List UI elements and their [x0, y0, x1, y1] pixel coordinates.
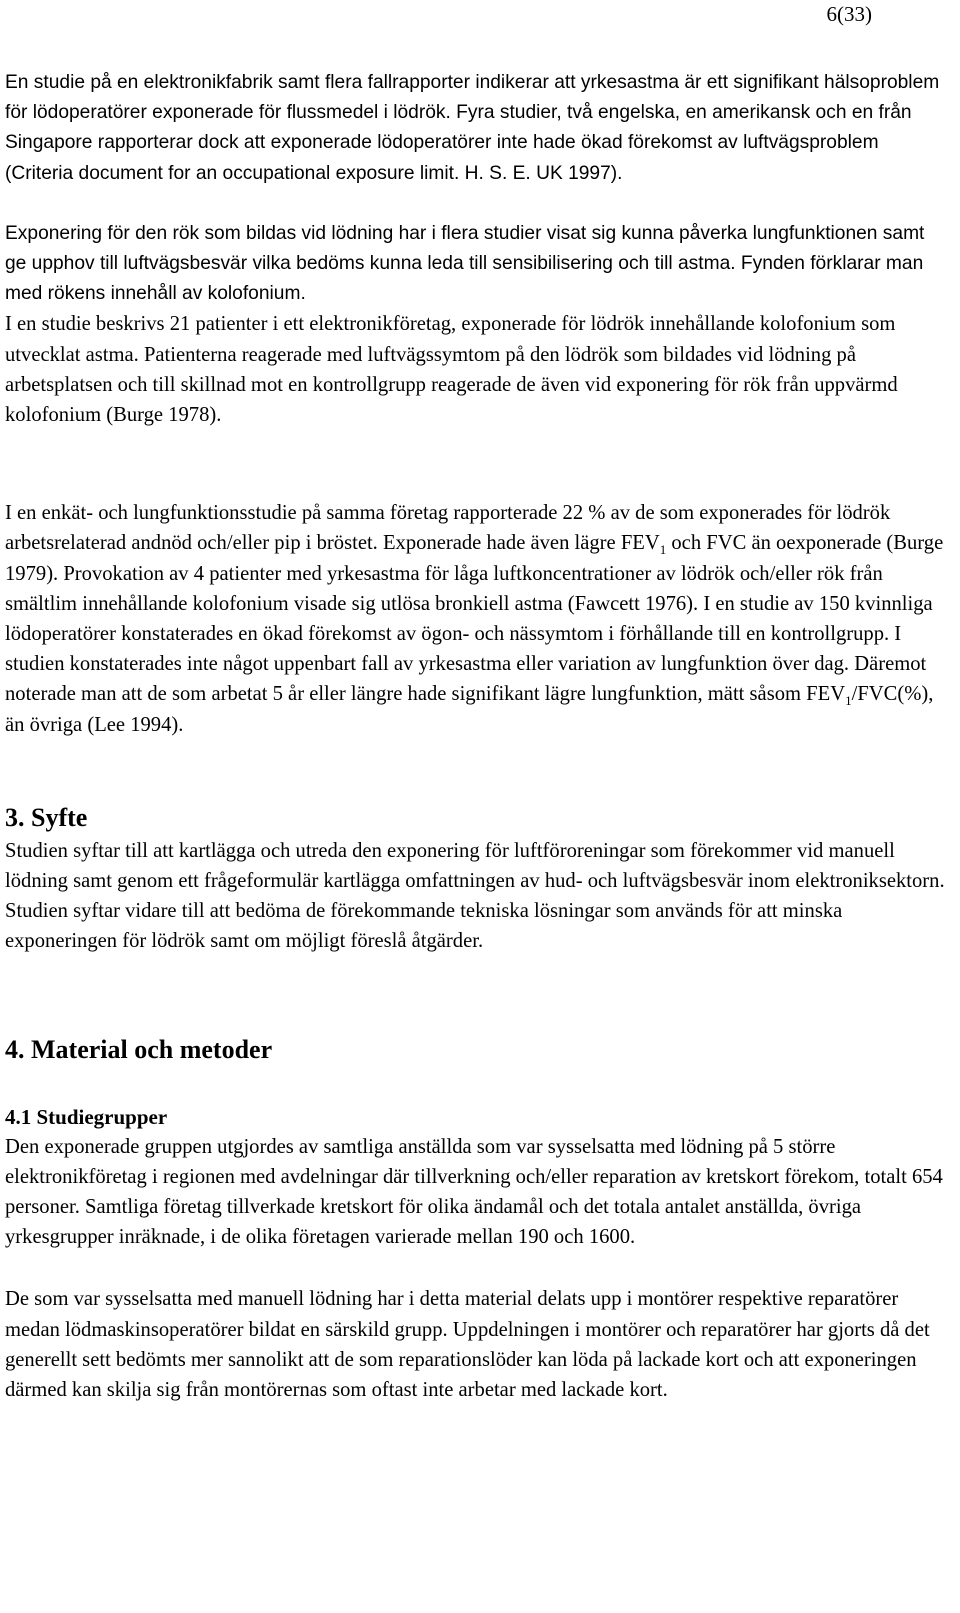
section-heading-material-metoder: 4. Material och metoder	[5, 1034, 273, 1064]
survey-text-part3: /FVC(%), än övriga (Lee 1994).	[5, 683, 934, 736]
fev-subscript-1: 1	[659, 542, 667, 558]
paragraph-intro: En studie på en elektronikfabrik samt flera fallrapporter indikerar att yrkesastma är ett signifikant hälsoproblem för lödoperatörer exponerade för flussmedel i lödrök. Fyra studier, två engelska, en amerikansk och en från Singapore rapporterar dock att exponerade lödoperatörer inte hade ökad förekomst av luftvägsproblem (Criteria document for an occupational exposure limit. H. S. E. UK 1997).	[5, 72, 940, 184]
fev-subscript-2: 1	[845, 693, 852, 709]
paragraph-burge-1978: I en studie beskrivs 21 patienter i ett elektronikföretag, exponerade för lödrök innehållande kolofonium som utvecklat astma. Patienterna reagerade med luftvägssymtom på den lödrök som bildades vid lödning på arbetsplatsen och till skillnad mot en kontrollgrupp reagerade de även vid exponering för rök från uppvärmd kolofonium (Burge 1978).	[5, 313, 898, 427]
section-heading-syfte: 3. Syfte	[5, 802, 88, 832]
survey-text-part1: I en enkät- och lungfunktionsstudie på samma företag rapporterade 22 % av de som exponerades för lödrök arbetsrelaterad andnöd och/eller pip i bröstet. Exponerade hade även lägre FEV	[5, 502, 891, 555]
paragraph-survey	[5, 498, 945, 740]
paragraph-montorer-reparatorer: De som var sysselsatta med manuell lödning har i detta material delats upp i montörer respektive reparatörer medan lödmaskinsoperatörer bildat en särskild grupp. Uppdelningen i montörer och reparatörer har gjorts då det generellt sett bedömts mer sannolikt att de som reparationslöder kan löda på lackade kort och att exponeringen därmed kan skilja sig från montörernas som oftast inte arbetar med lackade kort.	[5, 1288, 930, 1402]
document-body	[5, 68, 945, 1405]
paragraph-syfte: Studien syftar till att kartlägga och utreda den exponering för luftföroreningar som förekommer vid manuell lödning samt genom ett frågeformulär kartlägga omfattningen av hud- och luftvägsbesvär inom elektroniksektorn. Studien syftar vidare till att bedöma de förekommande tekniska lösningar som används för att minska exponeringen för lödrök samt om möjligt föreslå åtgärder.	[5, 839, 945, 953]
page-number: 6(33)	[826, 2, 872, 26]
subsection-heading-studiegrupper: 4.1 Studiegrupper	[5, 1104, 168, 1129]
paragraph-studiegrupper: Den exponerade gruppen utgjordes av samtliga anställda som var sysselsatta med lödning på 5 större elektronikföretag i regionen med avdelningar där tillverkning och/eller reparation av kretskort förekom, totalt 654 personer. Samtliga företag tillverkade kretskort för olika ändamål och det totala antalet anställda, övriga yrkesgrupper inräknade, i de olika företagen varierade mellan 190 och 1600.	[5, 1135, 943, 1249]
paragraph-exposure: Exponering för den rök som bildas vid lödning har i flera studier visat sig kunna påverka lungfunktionen samt ge upphov till luftvägsbesvär vilka bedöms kunna leda till sensibilisering och till astma. Fynden förklarar man med rökens innehåll av kolofonium.	[5, 222, 925, 305]
survey-text-part2: och FVC än oexponerade (Burge 1979). Provokation av 4 patienter med yrkesastma för låga luftkoncentrationer av lödrök och/eller rök från smältlim innehållande kolofonium visade sig utlösa bronkiell astma (Fawcett 1976). I en studie av 150 kvinnliga lödoperatörer konstaterades en ökad förekomst av ögon- och nässymtom i förhållande till en kontrollgrupp. I studien konstaterades inte något uppenbart fall av yrkesastma eller variation av lungfunktion över dag. Däremot noterade man att de som arbetat 5 år eller längre hade signifikant lägre lungfunktion, mätt såsom FEV	[5, 532, 944, 706]
